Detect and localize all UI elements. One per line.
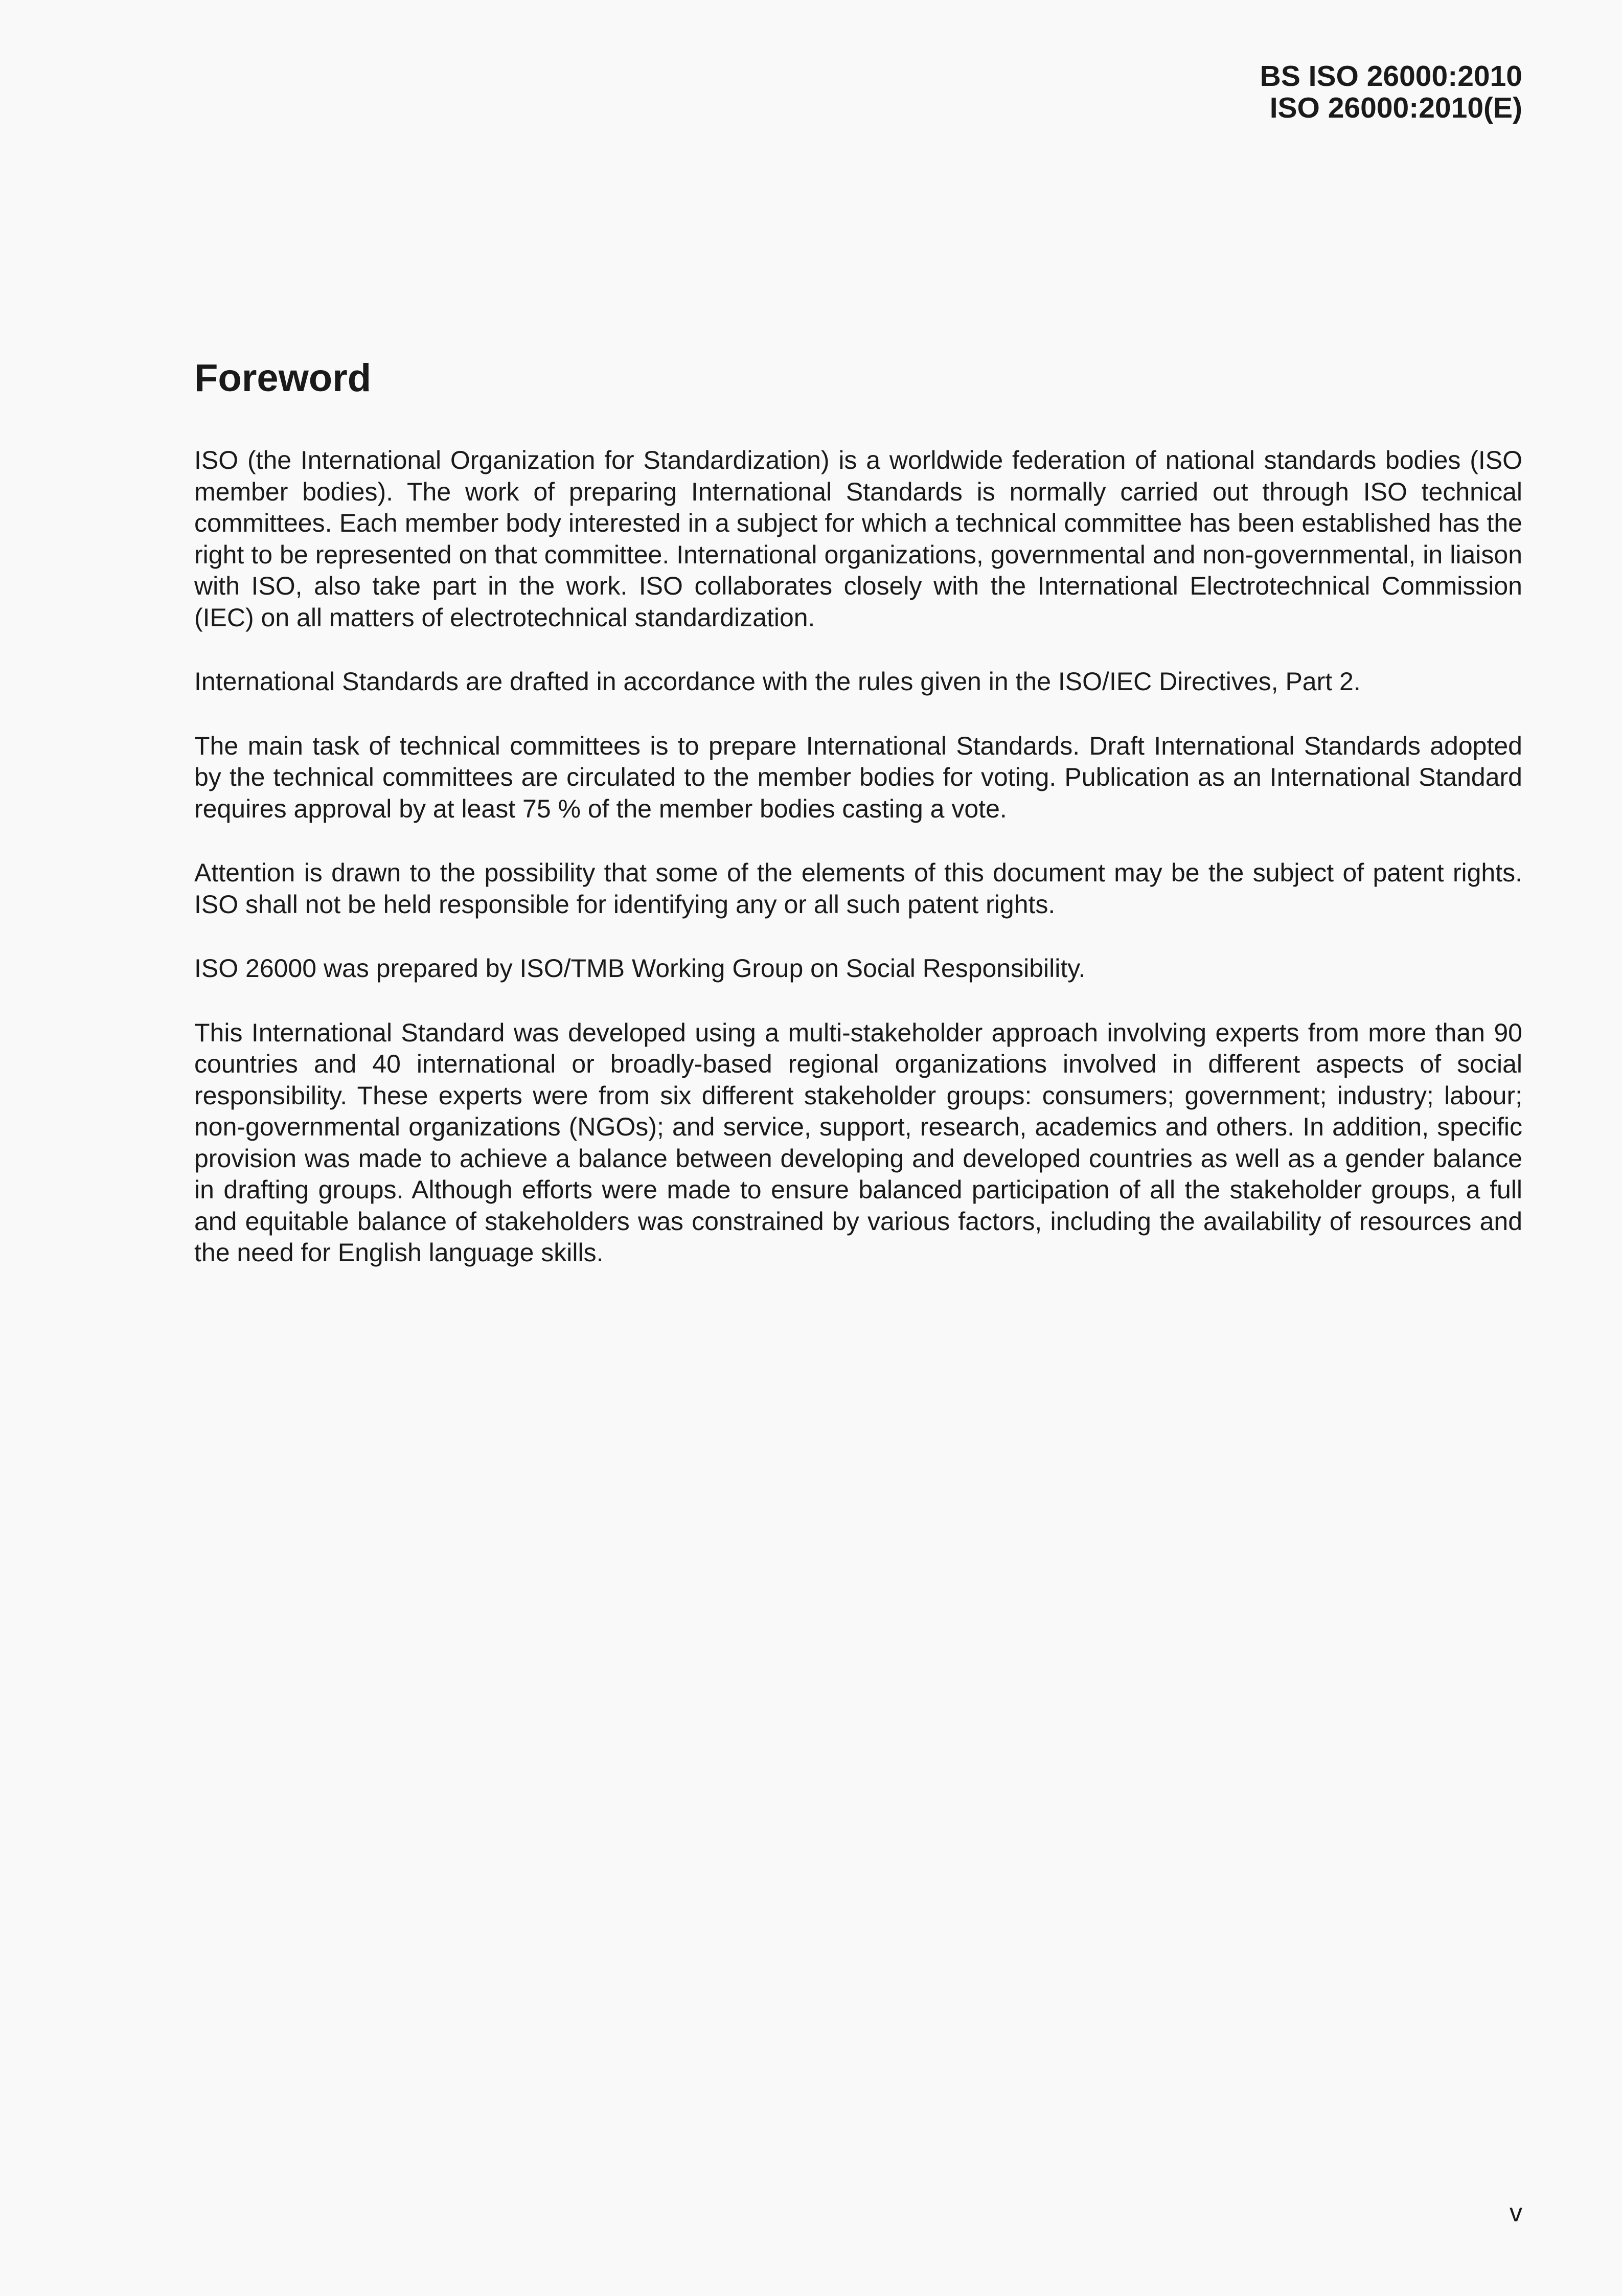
foreword-body bbox=[194, 445, 1522, 1302]
paragraph-committee-task: The main task of technical committees is to prepare International Standards. Draft International Standards adopted by the technical committees are circulated to the member bodies for voting. Publication as an International Standard requires approval by at least 75 % of the member bodies casting a vote. bbox=[194, 731, 1522, 823]
paragraph-preparation: ISO 26000 was prepared by ISO/TMB Working Group on Social Responsibility. bbox=[194, 954, 1086, 983]
paragraph-patent-rights: Attention is drawn to the possibility that some of the elements of this document may be the subject of patent rights. ISO shall not be held responsible for identifying any or all such patent rights. bbox=[194, 858, 1522, 919]
document-header bbox=[1260, 60, 1522, 124]
standard-designation-bs: BS ISO 26000:2010 bbox=[1260, 60, 1522, 93]
standard-designation-iso: ISO 26000:2010(E) bbox=[1269, 92, 1522, 124]
paragraph-drafting-rules: International Standards are drafted in accordance with the rules given in the ISO/IEC Directives, Part 2. bbox=[194, 667, 1361, 696]
page-number: v bbox=[1510, 2198, 1522, 2227]
section-title: Foreword bbox=[194, 356, 372, 400]
paragraph-development-approach: This International Standard was developed using a multi-stakeholder approach involving experts from more than 90 countries and 40 international or broadly-based regional organizations involved in different aspects of social responsibility. These experts were from six different stakeholder groups: consumers; government; industry; labour; non-governmental organizations (NGOs); and service, support, research, academics and others. In addition, specific provision was made to achieve a balance between developing and developed countries as well as a gender balance in drafting groups. Although efforts were made to ensure balanced participation of all the stakeholder groups, a full and equitable balance of stakeholders was constrained by various factors, including the availability of resources and the need for English language skills. bbox=[194, 1018, 1522, 1267]
paragraph-iso-description: ISO (the International Organization for Standardization) is a worldwide federation of national standards bodies (ISO member bodies). The work of preparing International Standards is normally carried out through ISO technical committees. Each member body interested in a subject for which a technical committee has been established has the right to be represented on that committee. International organizations, governmental and non-governmental, in liaison with ISO, also take part in the work. ISO collaborates closely with the International Electrotechnical Commission (IEC) on all matters of electrotechnical standardization. bbox=[194, 446, 1522, 632]
